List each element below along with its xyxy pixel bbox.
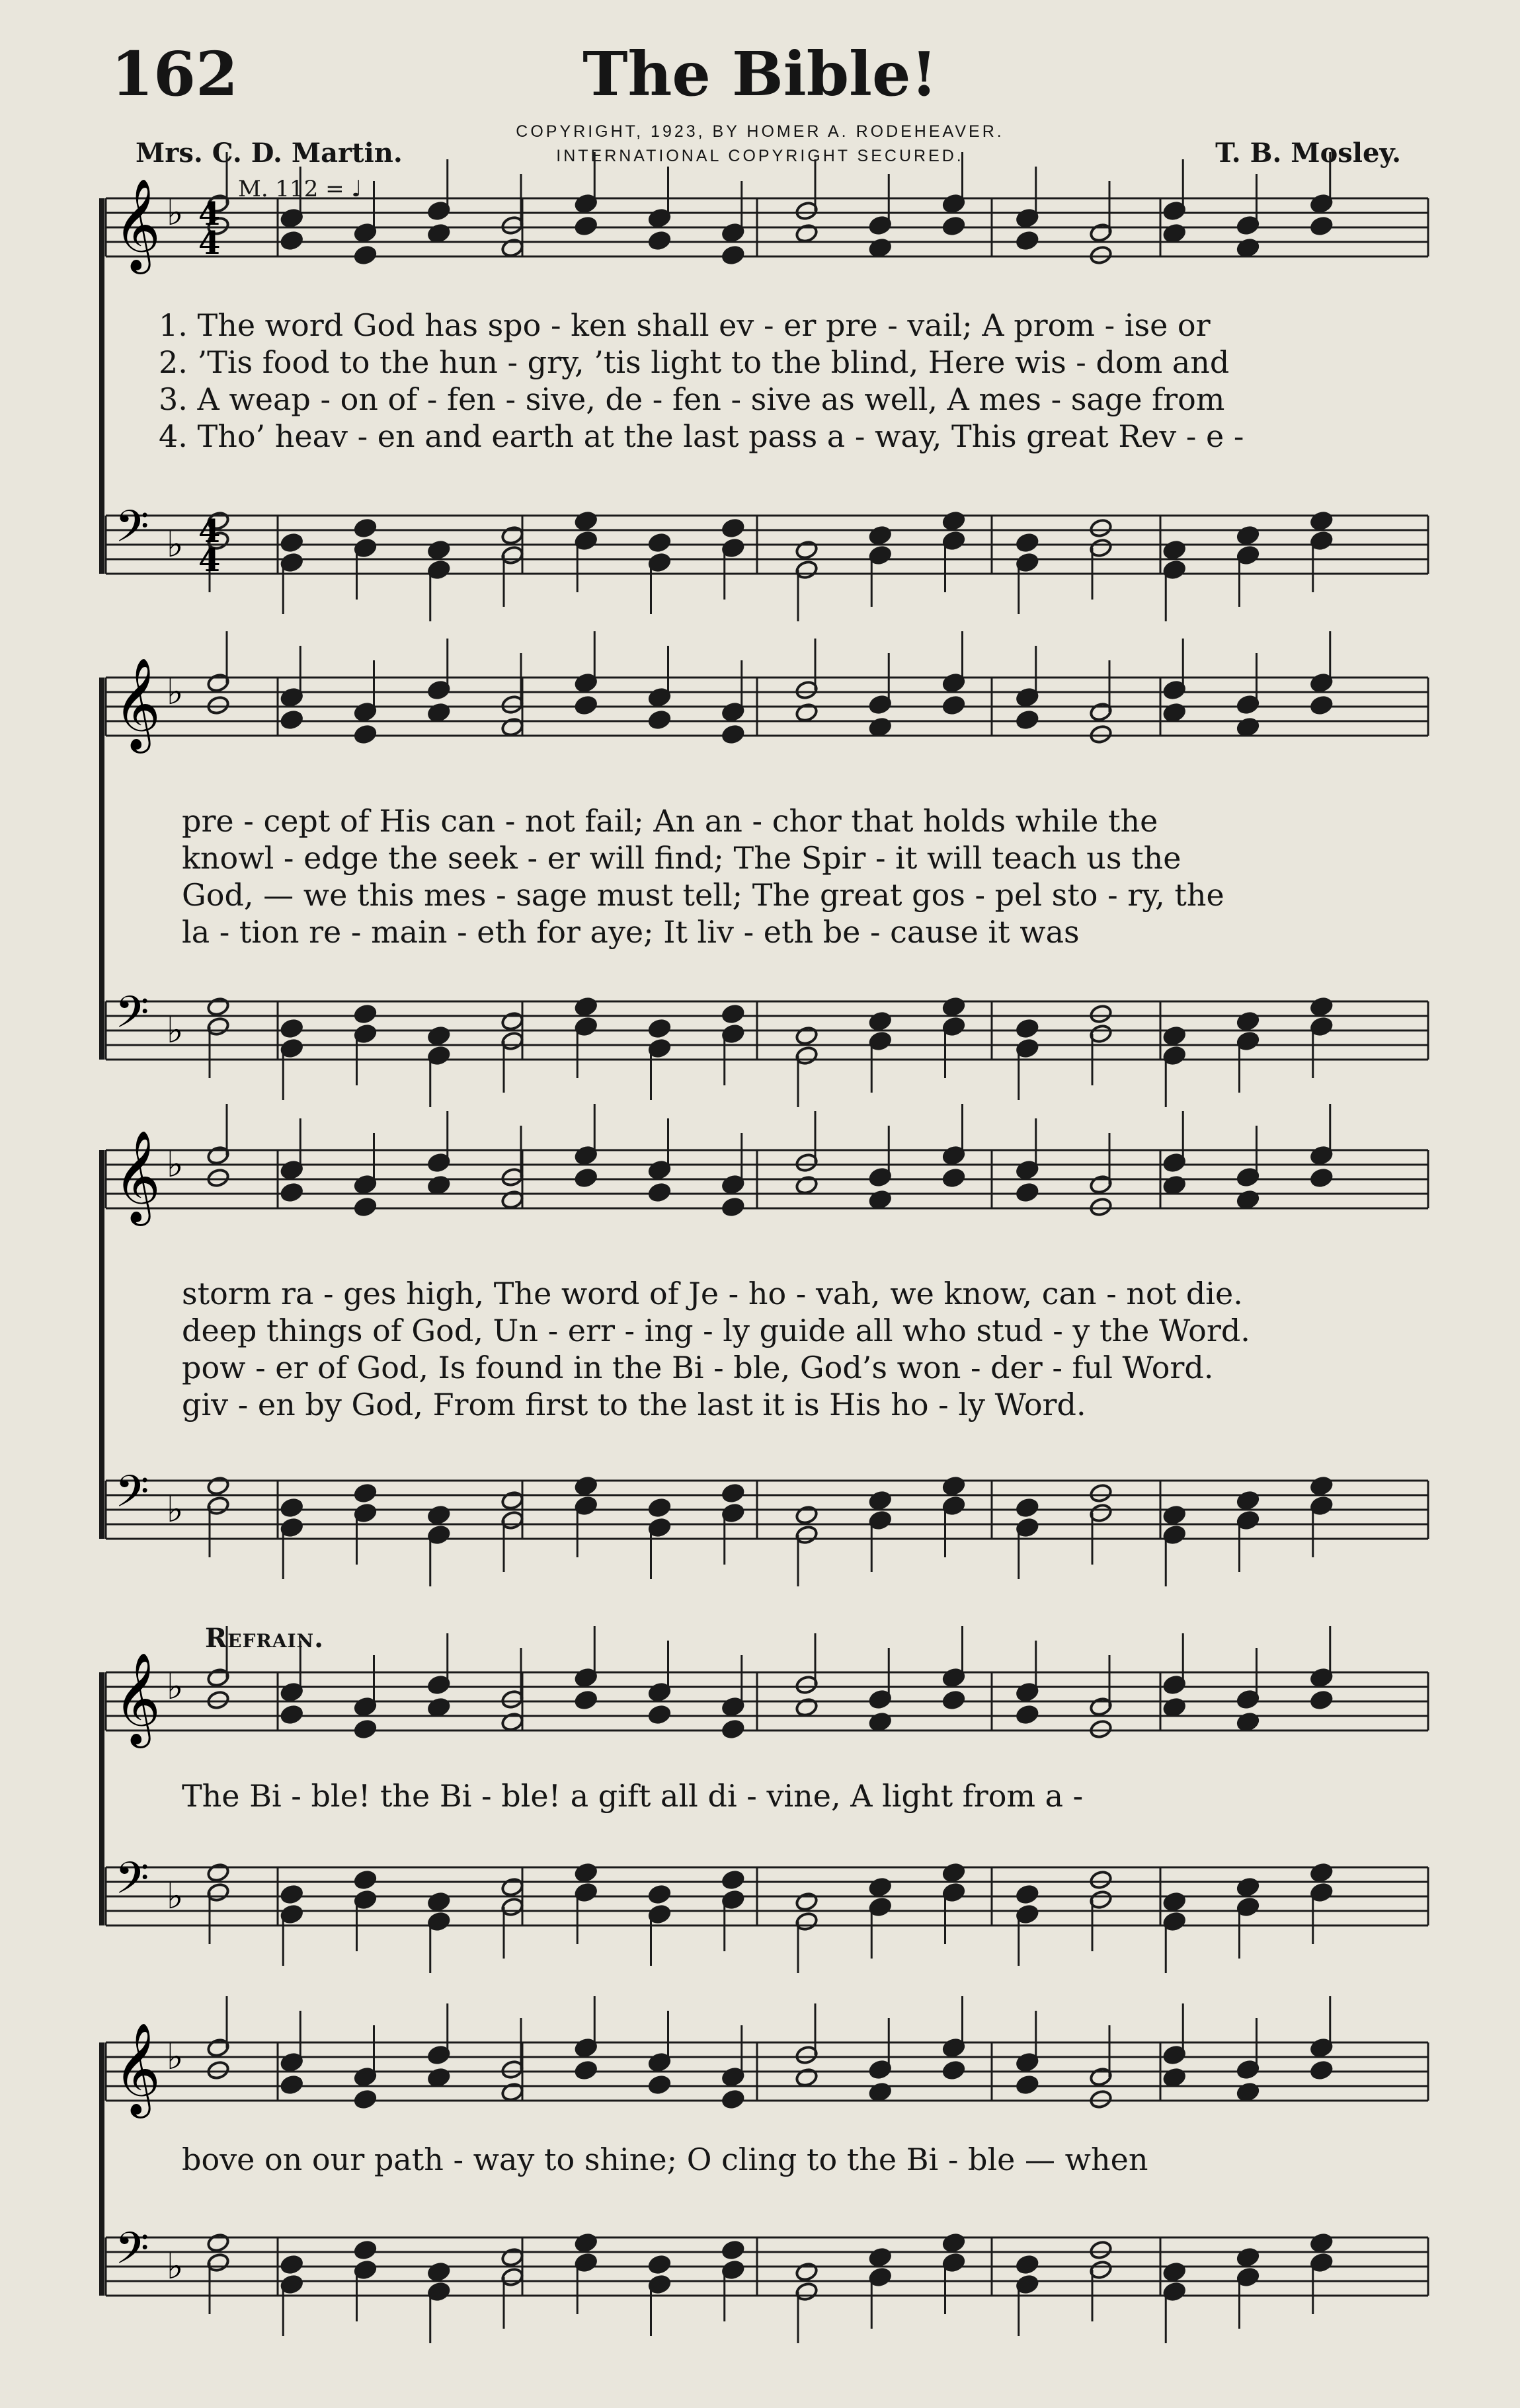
note-head [795, 1892, 819, 1912]
note-head [1310, 511, 1334, 531]
note-head [206, 1168, 230, 1188]
note-head [206, 1476, 230, 1496]
note-head [280, 1019, 303, 1039]
note-head [1162, 1026, 1186, 1046]
note-head [868, 717, 892, 738]
note-head [868, 2082, 892, 2103]
flat-sign-icon: ♭ [167, 2036, 184, 2078]
note-head [721, 724, 745, 745]
verse-3-line-1: 3. A weap - on of - fen - sive, de - fen - sive as well, A mes - sage from [159, 381, 1225, 417]
note-head [1162, 703, 1186, 723]
note-head [648, 231, 672, 251]
verse-2-line-1: 2. ’Tis food to the hun - gry, ’tis light to the blind, Here wis - dom and [159, 344, 1230, 380]
note-head [868, 238, 892, 258]
note-head [1016, 1183, 1039, 1203]
note-head [721, 1870, 745, 1890]
note-head [868, 1491, 892, 1511]
note-head [354, 724, 378, 745]
note-head [206, 2060, 230, 2081]
hymn-number: 162 [111, 38, 239, 110]
note-head [648, 2075, 672, 2095]
note-head [942, 1863, 966, 1883]
note-head [942, 1168, 966, 1188]
note-head [354, 518, 378, 539]
bass-clef-icon: 𝄢 [115, 1853, 149, 1914]
note-head [1236, 1491, 1260, 1511]
tempo-marking: M. 112 = ♩ [238, 176, 362, 202]
note-head [795, 540, 819, 561]
note-head [280, 2075, 303, 2095]
note-head [280, 710, 303, 730]
note-head [942, 216, 966, 237]
note-head [1016, 710, 1039, 730]
note-head [648, 1705, 672, 1725]
note-head [721, 518, 745, 539]
note-head [1236, 2082, 1260, 2103]
note-head [868, 1712, 892, 1732]
verse-1-line-1: 1. The word God has spo - ken shall ev - er pre - vail; A prom - ise or [159, 307, 1211, 343]
note-head [427, 2262, 451, 2282]
note-head [1310, 216, 1334, 237]
time-signature: 4 [198, 542, 221, 579]
refrain-label: Refrain. [205, 1623, 325, 1654]
note-head [354, 245, 378, 266]
note-head [500, 1190, 524, 1210]
note-head [1162, 540, 1186, 561]
note-head [427, 223, 451, 244]
note-head [942, 1690, 966, 1711]
note-head [1236, 2247, 1260, 2268]
flat-sign-icon: ♭ [167, 671, 184, 713]
note-head [206, 695, 230, 716]
note-head [354, 1719, 378, 1740]
note-head [427, 1175, 451, 1196]
time-signature: 4 [198, 196, 221, 233]
note-head [280, 1498, 303, 1518]
note-head [1162, 2068, 1186, 2088]
note-head [427, 540, 451, 561]
note-head [1016, 1498, 1039, 1518]
note-head [280, 1884, 303, 1905]
note-head [206, 997, 230, 1017]
treble-clef-icon: 𝄞 [114, 1130, 161, 1222]
note-head [354, 1870, 378, 1890]
note-head [574, 1863, 598, 1883]
note-head [500, 1712, 524, 1732]
note-head [795, 223, 819, 244]
bass-clef-icon: 𝄢 [115, 987, 149, 1048]
flat-sign-icon: ♭ [167, 1489, 184, 1530]
lyricist-credit: Mrs. C. D. Martin. [136, 137, 403, 169]
note-head [574, 2233, 598, 2253]
note-head [500, 525, 524, 546]
note-head [1310, 1168, 1334, 1188]
bass-clef-icon: 𝄢 [115, 501, 149, 563]
note-head [942, 511, 966, 531]
note-head [280, 1183, 303, 1203]
copyright-notice: COPYRIGHT, 1923, BY HOMER A. RODEHEAVER. [516, 122, 1004, 141]
note-head [648, 533, 672, 553]
note-head [206, 2233, 230, 2253]
refrain-line-1: The Bi - ble! the Bi - ble! a gift all di - vine, A light from a - [182, 1778, 1084, 1814]
composer-credit: T. B. Mosley. [1215, 137, 1401, 169]
note-head [500, 1877, 524, 1898]
note-head [354, 1197, 378, 1218]
note-head [1236, 1877, 1260, 1898]
bass-clef-icon: 𝄢 [115, 1466, 149, 1528]
note-head [354, 1004, 378, 1025]
note-head [648, 1019, 672, 1039]
note-head [1162, 1505, 1186, 1526]
note-head [1089, 2089, 1113, 2110]
note-head [1162, 2262, 1186, 2282]
note-head [574, 2060, 598, 2081]
note-head [1016, 1019, 1039, 1039]
note-head [1310, 695, 1334, 716]
note-head [868, 525, 892, 546]
note-head [1236, 1712, 1260, 1732]
note-head [795, 2262, 819, 2282]
note-head [942, 1476, 966, 1496]
note-head [1016, 2255, 1039, 2275]
note-head [1089, 1004, 1113, 1025]
note-head [354, 2089, 378, 2110]
note-head [942, 695, 966, 716]
note-head [206, 1863, 230, 1883]
note-head [721, 1483, 745, 1504]
flat-sign-icon: ♭ [167, 1666, 184, 1707]
note-head [500, 1011, 524, 1032]
note-head [1089, 1483, 1113, 1504]
note-head [280, 1705, 303, 1725]
flat-sign-icon: ♭ [167, 1009, 184, 1051]
note-head [1236, 717, 1260, 738]
verse-3-line-3: pow - er of God, Is found in the Bi - ble, God’s won - der - ful Word. [182, 1350, 1214, 1385]
note-head [1016, 1705, 1039, 1725]
note-head [721, 1197, 745, 1218]
note-head [795, 1697, 819, 1718]
note-head [427, 1697, 451, 1718]
verse-3-line-2: God, — we this mes - sage must tell; The great gos - pel sto - ry, the [182, 877, 1224, 913]
treble-clef-icon: 𝄞 [114, 1652, 161, 1744]
note-head [1089, 2240, 1113, 2261]
verse-4-line-1: 4. Tho’ heav - en and earth at the last pass a - way, This great Rev - e - [159, 418, 1244, 454]
note-head [427, 2068, 451, 2088]
note-head [795, 703, 819, 723]
note-head [280, 2255, 303, 2275]
note-head [868, 1011, 892, 1032]
note-head [795, 1175, 819, 1196]
time-signature: 4 [198, 513, 221, 550]
note-head [1236, 1190, 1260, 1210]
note-head [1089, 518, 1113, 539]
verse-2-line-2: knowl - edge the seek - er will find; The Spir - it will teach us the [182, 840, 1181, 876]
note-head [721, 245, 745, 266]
note-head [1310, 2233, 1334, 2253]
note-head [648, 1884, 672, 1905]
note-head [500, 2082, 524, 2103]
refrain-line-2: bove on our path - way to shine; O cling to the Bi - ble — when [182, 2142, 1148, 2177]
verse-4-line-3: giv - en by God, From first to the last it is His ho - ly Word. [182, 1387, 1086, 1422]
note-head [942, 2060, 966, 2081]
note-head [354, 1483, 378, 1504]
note-head [1310, 1690, 1334, 1711]
note-head [1310, 997, 1334, 1017]
note-head [795, 2068, 819, 2088]
note-head [354, 2240, 378, 2261]
note-head [574, 997, 598, 1017]
note-head [868, 2247, 892, 2268]
note-head [1310, 1863, 1334, 1883]
flat-sign-icon: ♭ [167, 2245, 184, 2287]
note-head [1016, 231, 1039, 251]
copyright-secured: INTERNATIONAL COPYRIGHT SECURED. [556, 147, 964, 165]
note-head [206, 1690, 230, 1711]
verse-1-line-2: pre - cept of His can - not fail; An an - chor that holds while the [182, 803, 1158, 839]
note-head [500, 2247, 524, 2268]
flat-sign-icon: ♭ [167, 192, 184, 233]
note-head [574, 695, 598, 716]
note-head [868, 1190, 892, 1210]
note-head [795, 1505, 819, 1526]
note-head [1162, 1175, 1186, 1196]
hymn-title: The Bible! [582, 38, 938, 110]
note-head [500, 717, 524, 738]
note-head [1162, 223, 1186, 244]
note-head [721, 2240, 745, 2261]
treble-clef-icon: 𝄞 [114, 658, 161, 750]
note-head [1236, 1011, 1260, 1032]
note-head [574, 216, 598, 237]
flat-sign-icon: ♭ [167, 524, 184, 565]
time-signature: 4 [198, 225, 221, 262]
note-head [648, 710, 672, 730]
treble-clef-icon: 𝄞 [114, 178, 161, 270]
note-head [1310, 1476, 1334, 1496]
flat-sign-icon: ♭ [167, 1144, 184, 1185]
note-head [500, 1491, 524, 1511]
note-head [280, 533, 303, 553]
bass-clef-icon: 𝄢 [115, 2223, 149, 2284]
note-head [942, 997, 966, 1017]
note-head [574, 1168, 598, 1188]
note-head [1236, 525, 1260, 546]
note-head [500, 238, 524, 258]
note-head [868, 1877, 892, 1898]
note-head [574, 1690, 598, 1711]
note-head [427, 703, 451, 723]
note-head [427, 1892, 451, 1912]
note-head [648, 1498, 672, 1518]
note-head [795, 1026, 819, 1046]
verse-4-line-2: la - tion re - main - eth for aye; It liv - eth be - cause it was [182, 914, 1080, 950]
note-head [942, 2233, 966, 2253]
treble-clef-icon: 𝄞 [114, 2023, 161, 2115]
note-head [427, 1505, 451, 1526]
note-head [721, 2089, 745, 2110]
note-head [1016, 533, 1039, 553]
note-head [574, 1476, 598, 1496]
flat-sign-icon: ♭ [167, 1875, 184, 1917]
note-head [1089, 1870, 1113, 1890]
note-head [648, 1183, 672, 1203]
note-head [574, 511, 598, 531]
note-head [721, 1719, 745, 1740]
note-head [648, 2255, 672, 2275]
note-head [1016, 2075, 1039, 2095]
note-head [280, 231, 303, 251]
verse-1-line-3: storm ra - ges high, The word of Je - ho - vah, we know, can - not die. [182, 1276, 1243, 1311]
note-head [1089, 245, 1113, 266]
note-head [1089, 724, 1113, 745]
note-head [1236, 238, 1260, 258]
note-head [1162, 1697, 1186, 1718]
note-head [427, 1026, 451, 1046]
note-head [721, 1004, 745, 1025]
note-head [1310, 2060, 1334, 2081]
note-head [1089, 1197, 1113, 1218]
note-head [1162, 1892, 1186, 1912]
note-head [1089, 1719, 1113, 1740]
note-head [1016, 1884, 1039, 1905]
verse-2-line-3: deep things of God, Un - err - ing - ly guide all who stud - y the Word. [182, 1313, 1250, 1348]
